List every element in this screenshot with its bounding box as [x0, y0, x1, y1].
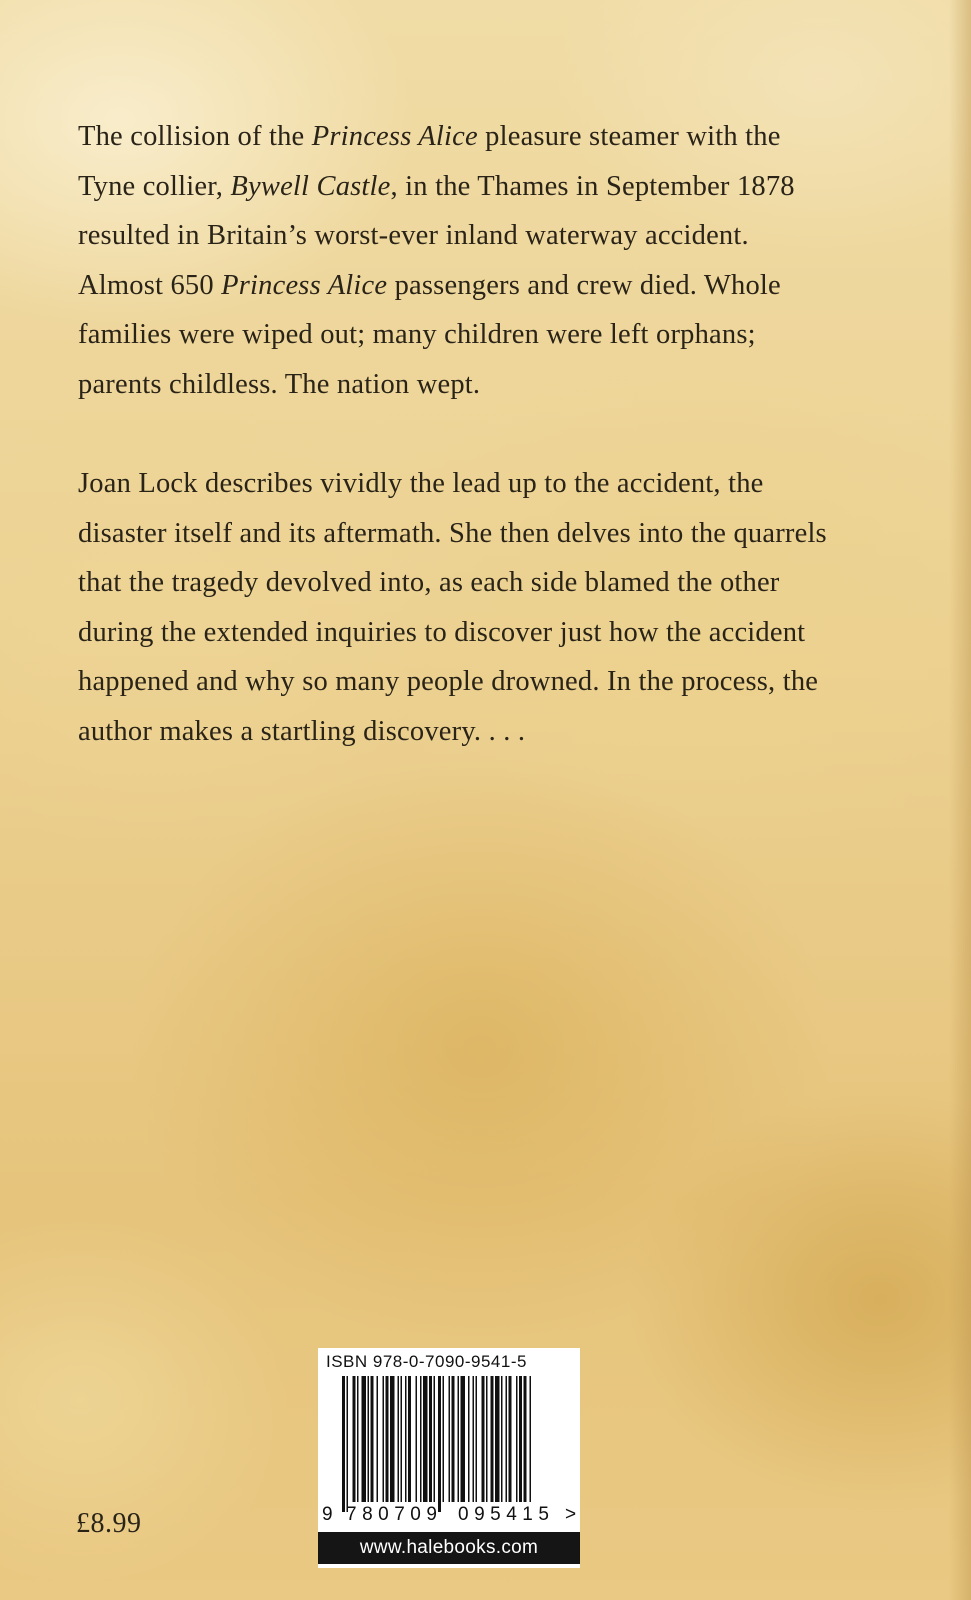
isbn-barcode-panel	[318, 1348, 580, 1568]
blurb-paragraph-2: Joan Lock describes vividly the lead up to the accident, the disaster itself and its aftermath. She then delves into the quarrels that the tragedy devolved into, as each side blamed the other during the extended inquiries to discover just how the accident happened and why so many people drowned. In the process, the author makes a startling discovery. . . .	[78, 468, 827, 747]
ean-arrow: >	[565, 1504, 577, 1525]
price-label: £8.99	[76, 1508, 142, 1539]
ship-name: Princess Alice	[311, 121, 478, 152]
blurb-paragraph-1	[78, 112, 838, 409]
ship-name: Princess Alice	[221, 269, 388, 301]
ship-name: Bywell Castle	[230, 170, 391, 202]
cover-edge-shadow	[949, 0, 971, 1600]
blurb-text: pleasure steamer with the Tyne collier,	[78, 121, 781, 202]
publisher-url: www.halebooks.com	[318, 1532, 580, 1564]
isbn-number: ISBN 978-0-7090-9541-5	[326, 1352, 527, 1371]
ean-digits	[322, 1504, 578, 1530]
blurb-text: , in the Thames in September 1878 resulted in Britain’s worst-ever inland waterway accident. Almost 650	[78, 170, 795, 301]
barcode-icon	[318, 1374, 580, 1514]
blurb-text: The collision of the	[78, 121, 312, 152]
ean-digit-first: 9	[322, 1504, 333, 1525]
ean-digits-left: 780709	[346, 1504, 443, 1525]
ean-digits-right: 095415	[458, 1504, 555, 1525]
back-cover-blurb	[78, 112, 838, 806]
blurb-text: passengers and crew died. Whole families were wiped out; many children were left orphans; parents childless. The nation wept.	[78, 269, 781, 400]
